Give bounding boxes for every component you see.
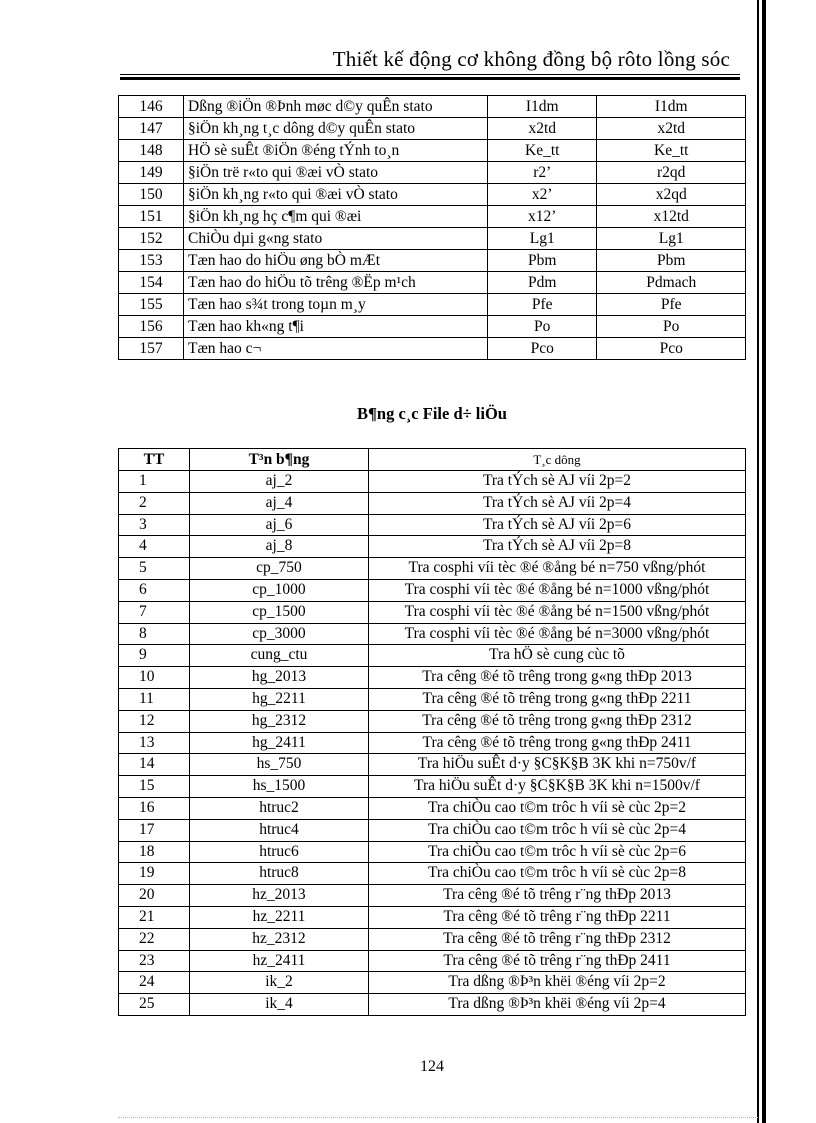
table-row — [119, 950, 746, 972]
row-action: Tra cêng ®é tõ trêng r¨ng thÐp 2211 — [369, 906, 746, 928]
row-symbol: Pbm — [488, 250, 597, 272]
row-action: Tra dßng ®Þ³n khëi ®éng víi 2p=4 — [369, 994, 746, 1016]
section-title: B¶ng c¸c File d÷ liÖu — [357, 404, 507, 423]
row-variable: I1dm — [597, 96, 746, 118]
table-row — [119, 514, 746, 536]
row-description: §iÖn trë r«to qui ®æi vÒ stato — [184, 162, 488, 184]
row-variable: r2qd — [597, 162, 746, 184]
row-file-name: cp_1500 — [190, 601, 369, 623]
row-variable: Pbm — [597, 250, 746, 272]
right-border-thick — [762, 0, 766, 1123]
table-row — [119, 797, 746, 819]
row-index: 11 — [119, 688, 190, 710]
row-number: 155 — [119, 294, 184, 316]
row-file-name: ik_4 — [190, 994, 369, 1016]
row-action: Tra cosphi víi tèc ®é ®ång bé n=3000 vßng/phót — [369, 623, 746, 645]
right-border-thin — [757, 0, 759, 1123]
row-index: 8 — [119, 623, 190, 645]
row-variable: Ke_tt — [597, 140, 746, 162]
row-file-name: htruc6 — [190, 841, 369, 863]
table-row — [119, 885, 746, 907]
table-row — [119, 140, 746, 162]
table-row — [119, 536, 746, 558]
row-file-name: cp_1000 — [190, 579, 369, 601]
row-variable: x2qd — [597, 184, 746, 206]
bottom-dotted-rule — [118, 1117, 758, 1119]
row-index: 18 — [119, 841, 190, 863]
row-action: Tra cosphi víi tèc ®é ®ång bé n=1000 vßng/phót — [369, 579, 746, 601]
header-rule-thick — [120, 77, 740, 80]
table-row — [119, 492, 746, 514]
row-file-name: aj_6 — [190, 514, 369, 536]
row-action: Tra chiÒu cao t©m trôc h víi sè cùc 2p=8 — [369, 863, 746, 885]
row-index: 19 — [119, 863, 190, 885]
table-header-row — [119, 449, 746, 471]
row-file-name: hg_2411 — [190, 732, 369, 754]
table-row — [119, 688, 746, 710]
row-index: 17 — [119, 819, 190, 841]
row-index: 3 — [119, 514, 190, 536]
table-row — [119, 250, 746, 272]
table-row — [119, 732, 746, 754]
row-action: Tra chiÒu cao t©m trôc h víi sè cùc 2p=6 — [369, 841, 746, 863]
row-action: Tra cêng ®é tõ trêng trong g«ng thÐp 2411 — [369, 732, 746, 754]
row-symbol: Lg1 — [488, 228, 597, 250]
table-row — [119, 294, 746, 316]
parameter-table-body — [119, 96, 746, 360]
row-number: 156 — [119, 316, 184, 338]
row-file-name: hg_2013 — [190, 667, 369, 689]
row-file-name: hg_2211 — [190, 688, 369, 710]
row-description: HÖ sè suÊt ®iÖn ®éng tÝnh to¸n — [184, 140, 488, 162]
table-row — [119, 272, 746, 294]
row-variable: Lg1 — [597, 228, 746, 250]
row-variable: Po — [597, 316, 746, 338]
table-row — [119, 754, 746, 776]
row-file-name: hg_2312 — [190, 710, 369, 732]
page-number: 124 — [420, 1058, 444, 1075]
table-row — [119, 776, 746, 798]
row-index: 5 — [119, 558, 190, 580]
header-title: Thiết kế động cơ không đồng bộ rôto lồng sóc — [332, 47, 730, 71]
table-row — [119, 206, 746, 228]
row-file-name: hz_2312 — [190, 928, 369, 950]
table-row — [119, 601, 746, 623]
row-file-name: cp_3000 — [190, 623, 369, 645]
row-file-name: cung_ctu — [190, 645, 369, 667]
row-file-name: ik_2 — [190, 972, 369, 994]
row-action: Tra tÝch sè AJ víi 2p=6 — [369, 514, 746, 536]
row-action: Tra cêng ®é tõ trêng trong g«ng thÐp 2013 — [369, 667, 746, 689]
row-action: Tra hiÖu suÊt d·y §C§K§B 3K khi n=1500v/f — [369, 776, 746, 798]
header-action: T¸c dông — [369, 449, 746, 471]
row-index: 12 — [119, 710, 190, 732]
row-index: 9 — [119, 645, 190, 667]
table-row — [119, 184, 746, 206]
row-index: 15 — [119, 776, 190, 798]
table-row — [119, 819, 746, 841]
header-tt: TT — [119, 449, 190, 471]
row-symbol: r2’ — [488, 162, 597, 184]
row-action: Tra tÝch sè AJ víi 2p=2 — [369, 471, 746, 493]
row-number: 154 — [119, 272, 184, 294]
table-row — [119, 338, 746, 360]
data-files-table — [118, 448, 746, 1016]
row-action: Tra cosphi víi tèc ®é ®ång bé n=1500 vßng/phót — [369, 601, 746, 623]
row-symbol: Pdm — [488, 272, 597, 294]
row-action: Tra cêng ®é tõ trêng trong g«ng thÐp 2312 — [369, 710, 746, 732]
row-index: 20 — [119, 885, 190, 907]
table-row — [119, 471, 746, 493]
row-file-name: hz_2013 — [190, 885, 369, 907]
row-description: Dßng ®iÖn ®Þnh møc d©y quÊn stato — [184, 96, 488, 118]
table-row — [119, 928, 746, 950]
parameter-table — [118, 95, 746, 360]
row-description: Tæn hao do hiÖu øng bÒ mÆt — [184, 250, 488, 272]
table-row — [119, 863, 746, 885]
row-variable: Pfe — [597, 294, 746, 316]
row-action: Tra cêng ®é tõ trêng trong g«ng thÐp 2211 — [369, 688, 746, 710]
row-symbol: Pco — [488, 338, 597, 360]
row-symbol: Po — [488, 316, 597, 338]
row-file-name: hz_2411 — [190, 950, 369, 972]
row-action: Tra cêng ®é tõ trêng r¨ng thÐp 2013 — [369, 885, 746, 907]
table-row — [119, 623, 746, 645]
row-index: 25 — [119, 994, 190, 1016]
row-action: Tra dßng ®Þ³n khëi ®éng víi 2p=2 — [369, 972, 746, 994]
row-index: 16 — [119, 797, 190, 819]
row-action: Tra cosphi víi tèc ®é ®ång bé n=750 vßng/phót — [369, 558, 746, 580]
row-file-name: htruc8 — [190, 863, 369, 885]
row-action: Tra cêng ®é tõ trêng r¨ng thÐp 2411 — [369, 950, 746, 972]
row-variable: Pco — [597, 338, 746, 360]
row-symbol: I1dm — [488, 96, 597, 118]
row-number: 153 — [119, 250, 184, 272]
row-index: 7 — [119, 601, 190, 623]
table-row — [119, 162, 746, 184]
table-row — [119, 667, 746, 689]
row-index: 14 — [119, 754, 190, 776]
row-file-name: hz_2211 — [190, 906, 369, 928]
row-action: Tra tÝch sè AJ víi 2p=8 — [369, 536, 746, 558]
row-index: 24 — [119, 972, 190, 994]
row-file-name: cp_750 — [190, 558, 369, 580]
row-index: 4 — [119, 536, 190, 558]
row-number: 151 — [119, 206, 184, 228]
row-file-name: hs_750 — [190, 754, 369, 776]
row-description: §iÖn kh¸ng t¸c dông d©y quÊn stato — [184, 118, 488, 140]
row-index: 1 — [119, 471, 190, 493]
table-row — [119, 558, 746, 580]
table-row — [119, 645, 746, 667]
table-row — [119, 579, 746, 601]
row-number: 147 — [119, 118, 184, 140]
table-row — [119, 316, 746, 338]
row-variable: x12td — [597, 206, 746, 228]
table-row — [119, 841, 746, 863]
row-file-name: aj_4 — [190, 492, 369, 514]
row-description: §iÖn kh¸ng hç c¶m qui ®æi — [184, 206, 488, 228]
row-action: Tra chiÒu cao t©m trôc h víi sè cùc 2p=4 — [369, 819, 746, 841]
row-variable: x2td — [597, 118, 746, 140]
row-symbol: x2’ — [488, 184, 597, 206]
row-action: Tra hiÖu suÊt d·y §C§K§B 3K khi n=750v/f — [369, 754, 746, 776]
table-row — [119, 906, 746, 928]
row-description: Tæn hao do hiÖu tõ trêng ®Ëp m¹ch — [184, 272, 488, 294]
table-row — [119, 118, 746, 140]
row-index: 22 — [119, 928, 190, 950]
row-description: Tæn hao s¾t trong toµn m¸y — [184, 294, 488, 316]
row-number: 152 — [119, 228, 184, 250]
row-variable: Pdmach — [597, 272, 746, 294]
row-index: 6 — [119, 579, 190, 601]
row-symbol: x2td — [488, 118, 597, 140]
row-index: 21 — [119, 906, 190, 928]
table-row — [119, 710, 746, 732]
row-file-name: hs_1500 — [190, 776, 369, 798]
row-index: 10 — [119, 667, 190, 689]
row-file-name: htruc4 — [190, 819, 369, 841]
table-row — [119, 228, 746, 250]
row-number: 157 — [119, 338, 184, 360]
row-symbol: x12’ — [488, 206, 597, 228]
row-description: §iÖn kh¸ng r«to qui ®æi vÒ stato — [184, 184, 488, 206]
row-action: Tra chiÒu cao t©m trôc h víi sè cùc 2p=2 — [369, 797, 746, 819]
row-action: Tra cêng ®é tõ trêng r¨ng thÐp 2312 — [369, 928, 746, 950]
row-description: Tæn hao kh«ng t¶i — [184, 316, 488, 338]
row-file-name: aj_8 — [190, 536, 369, 558]
row-number: 146 — [119, 96, 184, 118]
row-file-name: htruc2 — [190, 797, 369, 819]
row-index: 2 — [119, 492, 190, 514]
row-index: 13 — [119, 732, 190, 754]
row-file-name: aj_2 — [190, 471, 369, 493]
row-description: ChiÒu dµi g«ng stato — [184, 228, 488, 250]
row-action: Tra hÖ sè cung cùc tõ — [369, 645, 746, 667]
row-index: 23 — [119, 950, 190, 972]
header-rule-thin — [120, 74, 740, 75]
row-action: Tra tÝch sè AJ víi 2p=4 — [369, 492, 746, 514]
row-symbol: Pfe — [488, 294, 597, 316]
row-number: 150 — [119, 184, 184, 206]
row-description: Tæn hao c¬ — [184, 338, 488, 360]
table-row — [119, 972, 746, 994]
row-number: 149 — [119, 162, 184, 184]
row-number: 148 — [119, 140, 184, 162]
header-name: T³n b¶ng — [190, 449, 369, 471]
data-files-table-body — [119, 471, 746, 1016]
table-row — [119, 994, 746, 1016]
table-row — [119, 96, 746, 118]
row-symbol: Ke_tt — [488, 140, 597, 162]
